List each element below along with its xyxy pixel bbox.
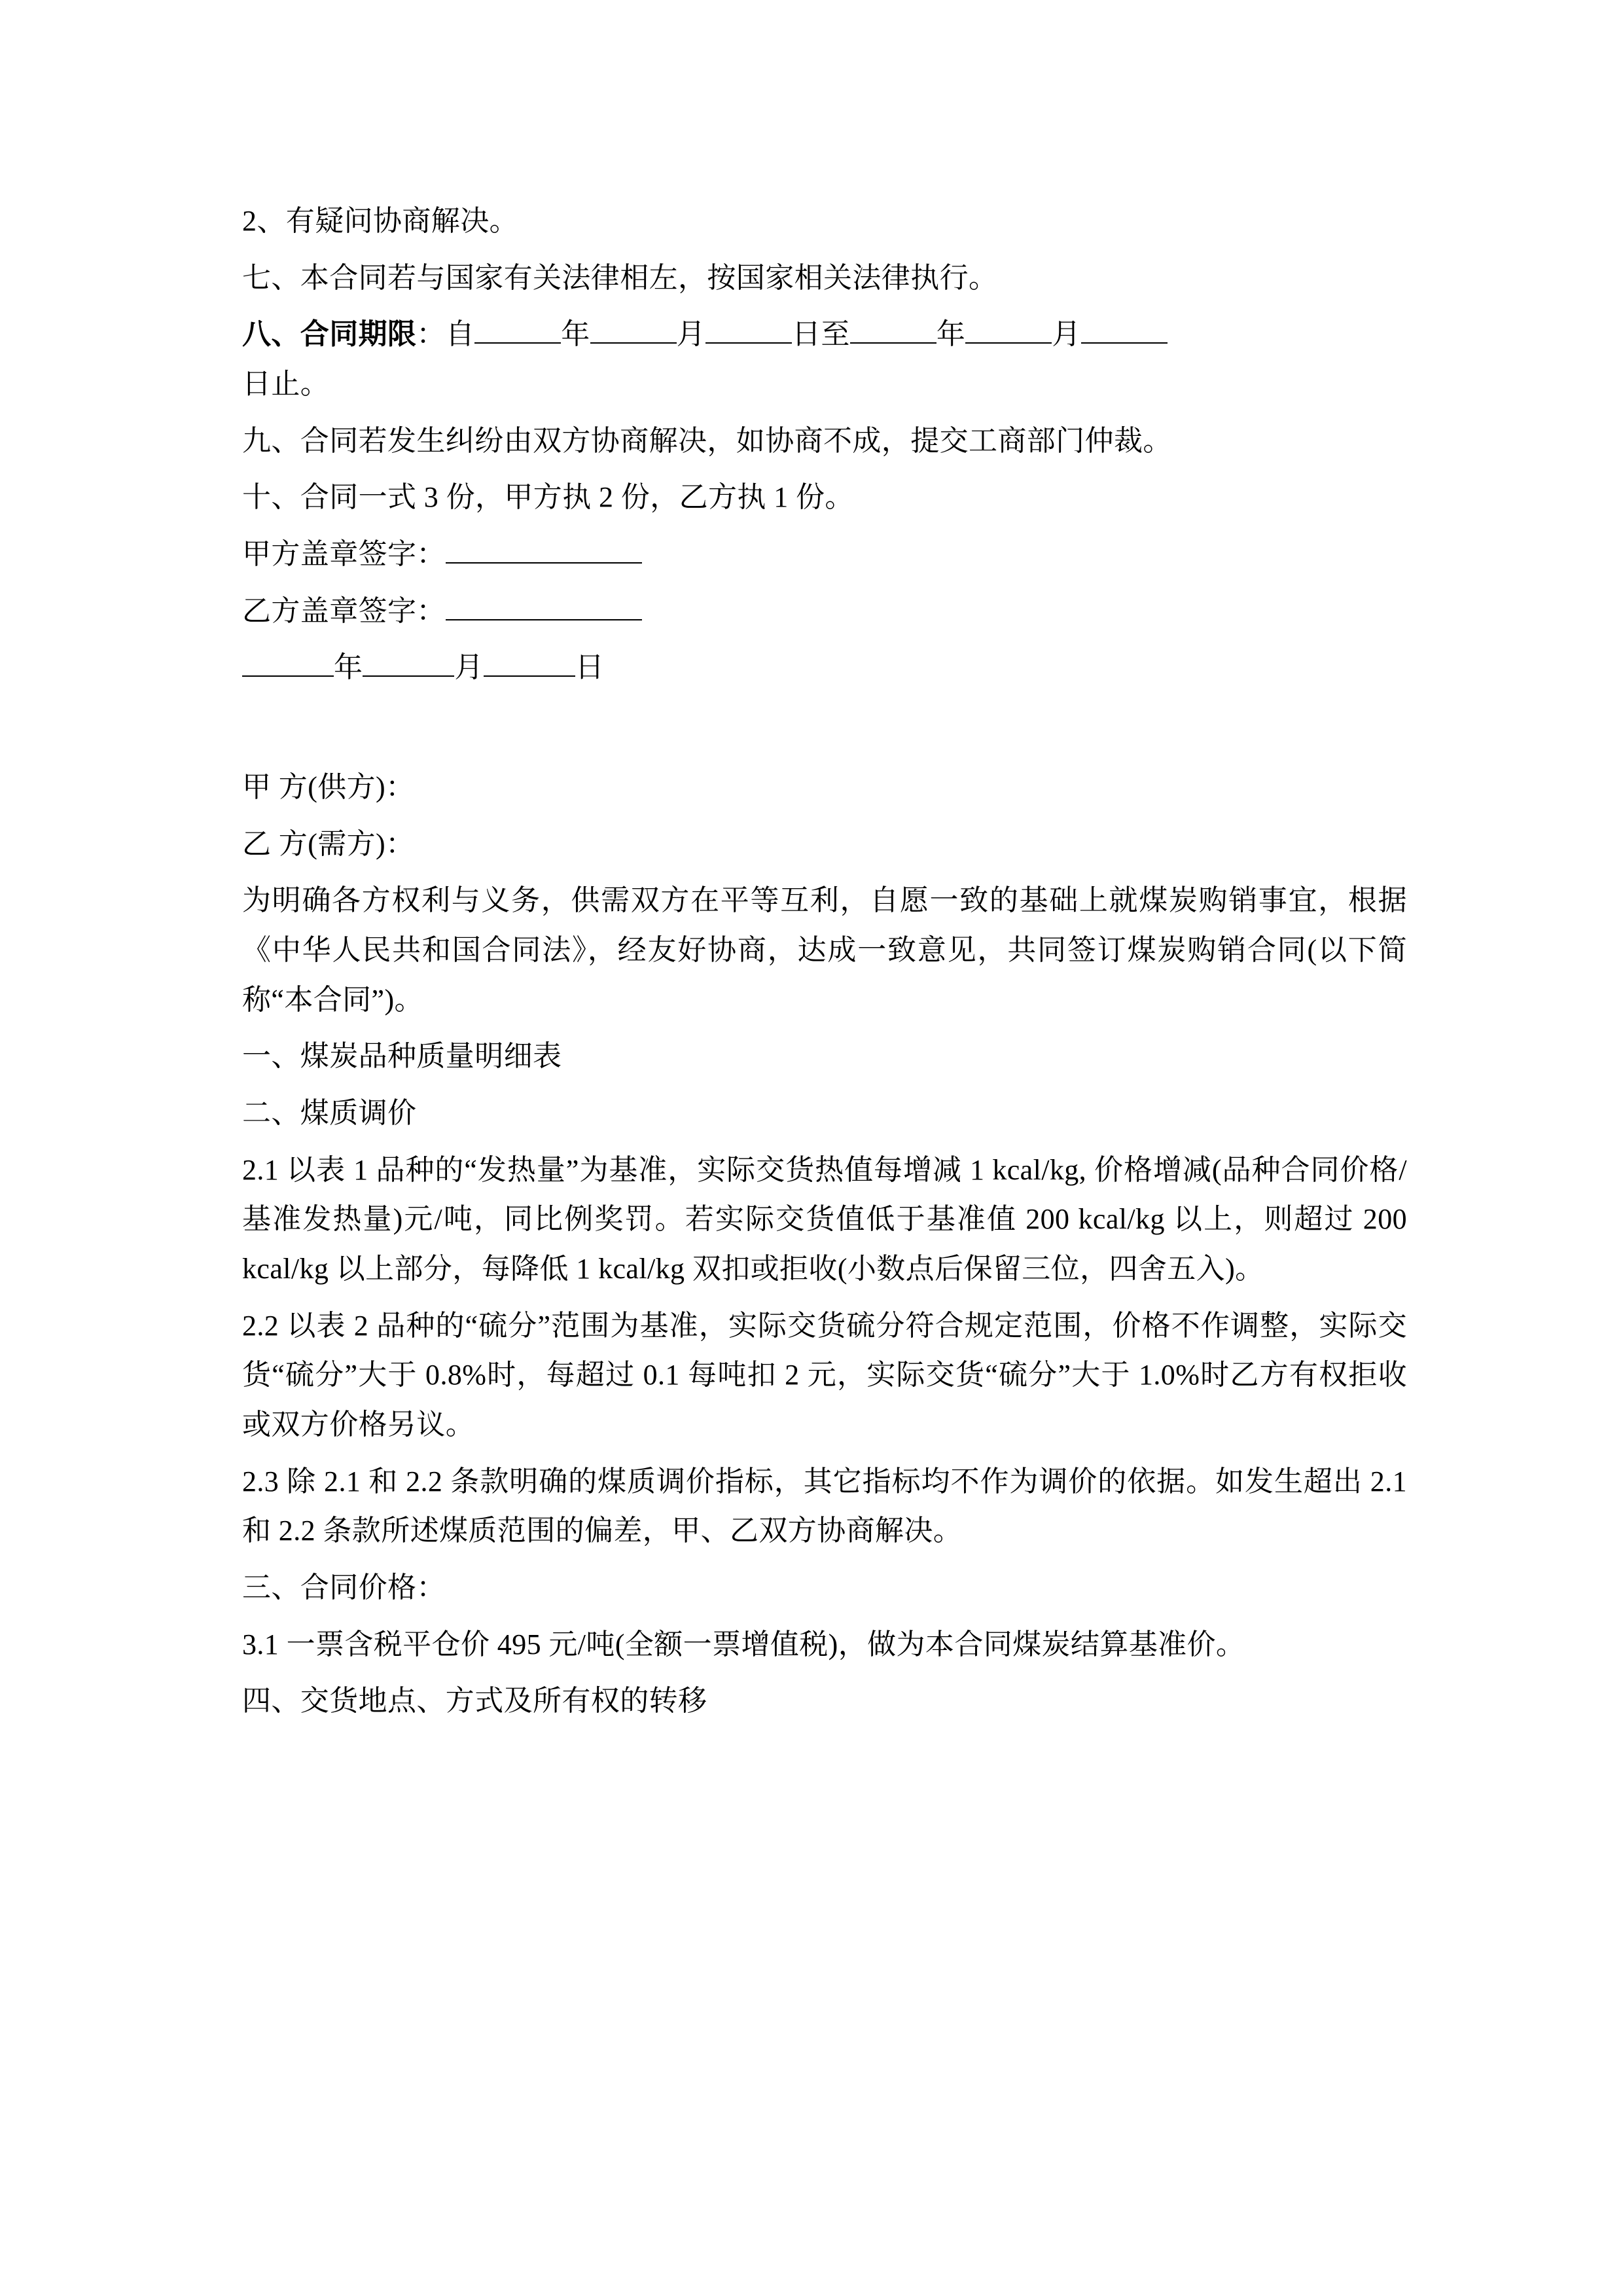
term-end-year-blank[interactable] [850, 342, 936, 344]
paragraph-section-2: 二、煤质调价 [242, 1097, 417, 1130]
paragraph-item-10: 十、合同一式 3 份，甲方执 2 份，乙方执 1 份。 [242, 481, 854, 514]
signature-date-month-blank[interactable] [363, 675, 454, 677]
signature-party-a-label: 甲方盖章签字： [242, 538, 446, 571]
term-year-unit-1: 年 [561, 318, 590, 351]
signature-party-b-blank[interactable] [446, 619, 642, 620]
paragraph-party-a: 甲 方(供方)： [242, 771, 415, 804]
signature-date-year-blank[interactable] [242, 675, 334, 677]
paragraph-section-1: 一、煤炭品种质量明细表 [242, 1040, 562, 1073]
paragraph-item-9: 九、合同若发生纠纷由双方协商解决，如协商不成，提交工商部门仲裁。 [242, 424, 1172, 457]
paragraph-clause-2-3: 2.3 除 2.1 和 2.2 条款明确的煤质调价指标，其它指标均不作为调价的依据。如发生超出 2.1 和 2.2 条款所述煤质范围的偏差，甲、乙双方协商解决。 [242, 1465, 1407, 1547]
paragraph-item-7: 七、本合同若与国家有关法律相左，按国家相关法律执行。 [242, 261, 998, 294]
term-end-day-blank[interactable] [1081, 342, 1168, 344]
signature-date-day-label: 日 [575, 651, 605, 684]
term-colon: ： [416, 318, 446, 351]
signature-date [242, 643, 1407, 692]
paragraph-clause-2-2: 2.2 以表 2 品种的“硫分”范围为基准，实际交货硫分符合规定范围，价格不作调整，实际交货“硫分”大于 0.8%时，每超过 0.1 每吨扣 2 元，实际交货“硫分”大于 1.0%时乙方有权拒收或双方价格另议。 [242, 1309, 1407, 1441]
term-prefix: 八、合同期限 [242, 318, 417, 351]
signature-date-day-blank[interactable] [484, 675, 575, 677]
term-start-year-blank[interactable] [474, 342, 561, 344]
term-start-day-blank[interactable] [705, 342, 792, 344]
term-month-unit-2: 月 [1052, 318, 1081, 351]
paragraph-clause-2-1: 2.1 以表 1 品种的“发热量”为基准，实际交货热值每增减 1 kcal/kg, 价格增减(品种合同价格/基准发热量)元/吨，同比例奖罚。若实际交货值低于基准值 200 kcal/kg 以上，则超过 200 kcal/kg 以上部分，每降低 1 kcal/kg 双扣或拒收(小数点后保留三位，四舍五入)。 [242, 1153, 1407, 1285]
paragraph-clause-3-1: 3.1 一票含税平仓价 495 元/吨(全额一票增值税)，做为本合同煤炭结算基准价。 [242, 1628, 1245, 1660]
term-start-month-blank[interactable] [590, 342, 677, 344]
paragraph-party-b: 乙 方(需方)： [242, 827, 415, 860]
signature-party-a [242, 529, 1407, 579]
document-body [242, 196, 1407, 1726]
paragraph-preamble: 为明确各方权利与义务，供需双方在平等互利，自愿一致的基础上就煤炭购销事宜，根据《中华人民共和国合同法》，经友好协商，达成一致意见，共同签订煤炭购销合同(以下简称“本合同”)。 [242, 884, 1407, 1016]
term-from: 自 [445, 318, 475, 351]
paragraph-section-4: 四、交货地点、方式及所有权的转移 [242, 1685, 707, 1717]
signature-party-b [242, 586, 1407, 636]
signature-date-month-label: 月 [454, 651, 484, 684]
signature-party-b-label: 乙方盖章签字： [242, 594, 446, 627]
term-month-unit-1: 月 [676, 318, 706, 351]
section-gap [242, 700, 1407, 762]
signature-date-year-label: 年 [334, 651, 363, 684]
signature-party-a-blank[interactable] [446, 562, 642, 564]
term-to: 日至 [792, 318, 850, 351]
term-end-text: 日止。 [242, 368, 330, 401]
paragraph-item-8-term [242, 310, 1407, 408]
term-year-unit-2: 年 [936, 318, 966, 351]
paragraph-section-3: 三、合同价格： [242, 1571, 446, 1604]
paragraph-item-2: 2、有疑问协商解决。 [242, 205, 518, 237]
term-end-month-blank[interactable] [965, 342, 1052, 344]
